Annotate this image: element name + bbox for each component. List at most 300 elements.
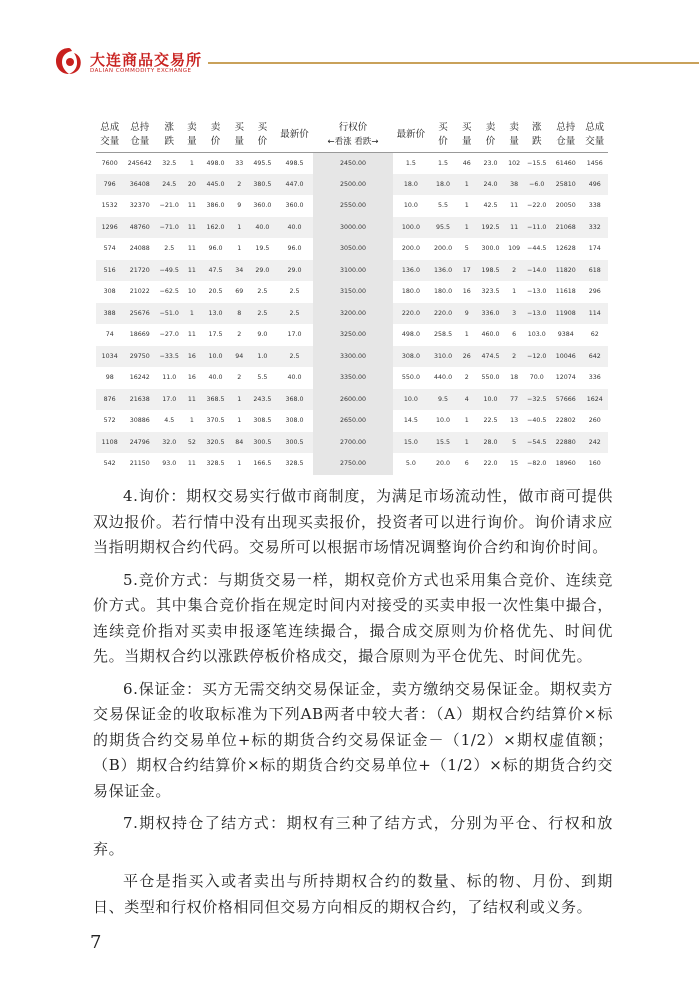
- table-cell: 21150: [123, 453, 156, 475]
- column-header: [550, 118, 582, 152]
- table-cell: 12628: [550, 238, 582, 260]
- table-cell: 84: [230, 432, 249, 454]
- table-cell: 25810: [550, 174, 582, 196]
- table-cell: 29.0: [249, 260, 276, 282]
- table-cell: 32.0: [156, 432, 182, 454]
- table-cell: −33.5: [156, 346, 182, 368]
- table-cell: 3: [505, 303, 524, 325]
- table-cell: 332: [582, 217, 608, 239]
- strike-price-cell: 2750.00: [313, 453, 393, 475]
- column-header-line: 总持: [556, 121, 576, 133]
- option-quote-table: [96, 118, 608, 475]
- column-header-line: 买: [257, 121, 268, 133]
- option-quote-table-container: [96, 118, 608, 475]
- table-cell: 200.0: [429, 238, 457, 260]
- body-text: [93, 484, 613, 927]
- column-header: [393, 118, 429, 152]
- table-cell: 9.5: [429, 389, 457, 411]
- table-cell: 618: [582, 260, 608, 282]
- table-cell: 24.0: [476, 174, 504, 196]
- table-cell: 7600: [96, 152, 123, 174]
- table-cell: 20050: [550, 195, 582, 217]
- column-header: [457, 118, 476, 152]
- column-header: [182, 118, 201, 152]
- table-row: [96, 324, 608, 346]
- table-cell: 26: [457, 346, 476, 368]
- table-cell: −22.0: [524, 195, 550, 217]
- table-cell: 1108: [96, 432, 123, 454]
- table-cell: 20.0: [429, 453, 457, 475]
- column-header: [582, 118, 608, 152]
- table-cell: 11: [182, 238, 201, 260]
- table-row: [96, 281, 608, 303]
- table-cell: 300.5: [249, 432, 276, 454]
- table-cell: 10.0: [393, 389, 429, 411]
- table-cell: 1.0: [249, 346, 276, 368]
- table-cell: 10: [182, 281, 201, 303]
- table-cell: 328.5: [276, 453, 313, 475]
- table-cell: 4.5: [156, 410, 182, 432]
- table-cell: 13.0: [201, 303, 229, 325]
- table-cell: 242: [582, 432, 608, 454]
- table-cell: 1456: [582, 152, 608, 174]
- table-cell: 360.0: [249, 195, 276, 217]
- table-cell: 1: [230, 217, 249, 239]
- table-cell: 1624: [582, 389, 608, 411]
- table-cell: 1: [457, 324, 476, 346]
- column-header-line: 跌: [164, 135, 174, 147]
- table-cell: 17: [457, 260, 476, 282]
- table-cell: 2.5: [276, 346, 313, 368]
- table-cell: 11: [182, 260, 201, 282]
- column-header-line: 最新价: [396, 128, 426, 140]
- column-header-line: 交量: [100, 135, 120, 147]
- table-cell: 300.0: [476, 238, 504, 260]
- table-cell: 70.0: [524, 367, 550, 389]
- table-cell: 308.5: [249, 410, 276, 432]
- table-cell: 57666: [550, 389, 582, 411]
- table-cell: 1: [505, 281, 524, 303]
- column-header-line: 卖: [187, 121, 197, 133]
- table-cell: 1: [457, 410, 476, 432]
- table-cell: 336.0: [476, 303, 504, 325]
- column-header-line: 量: [509, 135, 519, 147]
- table-cell: 100.0: [393, 217, 429, 239]
- table-row: [96, 303, 608, 325]
- table-cell: 13: [505, 410, 524, 432]
- table-cell: 94: [230, 346, 249, 368]
- table-cell: 32.5: [156, 152, 182, 174]
- table-cell: 308: [96, 281, 123, 303]
- table-cell: 1.5: [393, 152, 429, 174]
- table-header-row: [96, 118, 608, 152]
- table-cell: 17.5: [201, 324, 229, 346]
- table-cell: 15: [505, 453, 524, 475]
- table-cell: 15.0: [393, 432, 429, 454]
- table-cell: 30886: [123, 410, 156, 432]
- table-cell: 95.5: [429, 217, 457, 239]
- table-cell: 2.5: [249, 281, 276, 303]
- column-header-line: 卖: [485, 121, 496, 133]
- table-cell: 18960: [550, 453, 582, 475]
- table-cell: 2: [230, 324, 249, 346]
- table-cell: 2.5: [276, 281, 313, 303]
- strike-price-cell: 3300.00: [313, 346, 393, 368]
- table-cell: 200.0: [393, 238, 429, 260]
- strike-price-cell: 3050.00: [313, 238, 393, 260]
- column-header: [313, 118, 393, 152]
- strike-price-cell: 2650.00: [313, 410, 393, 432]
- table-cell: 9.0: [249, 324, 276, 346]
- table-cell: 192.5: [476, 217, 504, 239]
- table-cell: 40.0: [276, 217, 313, 239]
- table-cell: 16: [182, 346, 201, 368]
- table-cell: 16: [182, 367, 201, 389]
- table-row: [96, 217, 608, 239]
- table-cell: 2.5: [156, 238, 182, 260]
- table-cell: −11.0: [524, 217, 550, 239]
- column-header-line: 跌: [532, 135, 542, 147]
- table-cell: 876: [96, 389, 123, 411]
- table-cell: −15.5: [524, 152, 550, 174]
- column-header-line: 价: [485, 135, 496, 147]
- table-row: [96, 410, 608, 432]
- strike-price-cell: 2450.00: [313, 152, 393, 174]
- table-cell: 96.0: [201, 238, 229, 260]
- table-cell: 495.5: [249, 152, 276, 174]
- table-cell: 136.0: [429, 260, 457, 282]
- table-cell: 10.0: [476, 389, 504, 411]
- table-cell: 14.5: [393, 410, 429, 432]
- table-cell: 2: [457, 367, 476, 389]
- table-cell: 5: [457, 238, 476, 260]
- table-cell: 18: [505, 367, 524, 389]
- table-cell: 20.5: [201, 281, 229, 303]
- column-header: [249, 118, 276, 152]
- strike-price-cell: 3250.00: [313, 324, 393, 346]
- strike-price-cell: 2500.00: [313, 174, 393, 196]
- table-cell: 19.5: [249, 238, 276, 260]
- table-cell: −49.5: [156, 260, 182, 282]
- paragraph-inquiry: 4.询价：期权交易实行做市商制度，为满足市场流动性，做市商可提供双边报价。若行情中没有出现买卖报价，投资者可以进行询价。询价请求应当指明期权合约代码。交易所可以根据市场情况调整询价合约和询价时间。: [93, 487, 613, 556]
- column-header-line: 价: [438, 135, 448, 147]
- table-cell: 1034: [96, 346, 123, 368]
- table-cell: 24088: [123, 238, 156, 260]
- strike-price-cell: 3350.00: [313, 367, 393, 389]
- table-cell: 445.0: [201, 174, 229, 196]
- table-cell: 388: [96, 303, 123, 325]
- table-cell: 4: [457, 389, 476, 411]
- table-cell: 516: [96, 260, 123, 282]
- table-cell: −32.5: [524, 389, 550, 411]
- table-cell: 5: [505, 432, 524, 454]
- table-cell: 498.0: [201, 152, 229, 174]
- table-cell: 386.0: [201, 195, 229, 217]
- table-cell: 1: [230, 410, 249, 432]
- table-cell: 1: [230, 453, 249, 475]
- table-cell: 21068: [550, 217, 582, 239]
- table-cell: −6.0: [524, 174, 550, 196]
- table-cell: 180.0: [429, 281, 457, 303]
- table-cell: 61460: [550, 152, 582, 174]
- table-cell: 498.5: [276, 152, 313, 174]
- strike-price-cell: 3150.00: [313, 281, 393, 303]
- table-cell: 18.0: [429, 174, 457, 196]
- table-row: [96, 260, 608, 282]
- table-cell: 160: [582, 453, 608, 475]
- table-cell: 109: [505, 238, 524, 260]
- column-header-line: 总持: [130, 121, 150, 133]
- table-cell: 370.5: [201, 410, 229, 432]
- column-header-line: 仓量: [130, 135, 150, 147]
- table-cell: −82.0: [524, 453, 550, 475]
- table-row: [96, 195, 608, 217]
- table-row: [96, 238, 608, 260]
- table-cell: 320.5: [201, 432, 229, 454]
- paragraph-closing-methods: 7.期权持仓了结方式：期权有三种了结方式，分别为平仓、行权和放弃。: [93, 814, 613, 858]
- table-cell: 642: [582, 346, 608, 368]
- table-cell: 2: [505, 260, 524, 282]
- table-cell: 8: [230, 303, 249, 325]
- table-cell: 11: [182, 195, 201, 217]
- table-cell: 11618: [550, 281, 582, 303]
- table-cell: −13.0: [524, 303, 550, 325]
- table-cell: 1296: [96, 217, 123, 239]
- table-cell: 93.0: [156, 453, 182, 475]
- column-header-line: 最新价: [280, 128, 309, 140]
- table-cell: 550.0: [393, 367, 429, 389]
- table-cell: 29.0: [276, 260, 313, 282]
- table-cell: 24.5: [156, 174, 182, 196]
- table-cell: 102: [505, 152, 524, 174]
- paragraph-margin: 6.保证金：买方无需交纳交易保证金，卖方缴纳交易保证金。期权卖方交易保证金的收取标准为下列AB两者中较大者：（A）期权合约结算价×标的期货合约交易单位+标的期货合约交易保证金－（1/2）×期权虚值额；（B）期权合约结算价×标的期货合约交易单位+（1/2）×标的期货合约交易保证金。: [93, 679, 613, 800]
- table-cell: 74: [96, 324, 123, 346]
- table-cell: 22.5: [476, 410, 504, 432]
- table-cell: 9384: [550, 324, 582, 346]
- table-cell: 6: [505, 324, 524, 346]
- table-row: [96, 346, 608, 368]
- table-cell: 11: [505, 217, 524, 239]
- table-cell: 11: [182, 453, 201, 475]
- table-cell: 62: [582, 324, 608, 346]
- table-cell: 11: [182, 217, 201, 239]
- table-cell: −44.5: [524, 238, 550, 260]
- table-cell: 114: [582, 303, 608, 325]
- page-header: [0, 0, 699, 80]
- table-cell: 42.5: [476, 195, 504, 217]
- table-cell: 23.0: [476, 152, 504, 174]
- column-header-line: ←看涨 看跌→: [327, 136, 379, 147]
- dce-logo-icon: [54, 46, 84, 76]
- table-cell: 5.5: [429, 195, 457, 217]
- table-cell: 258.5: [429, 324, 457, 346]
- table-row: [96, 453, 608, 475]
- table-cell: −14.0: [524, 260, 550, 282]
- table-cell: 5.5: [249, 367, 276, 389]
- table-cell: 1532: [96, 195, 123, 217]
- table-cell: 2: [230, 367, 249, 389]
- table-cell: 310.0: [429, 346, 457, 368]
- strike-price-cell: 3000.00: [313, 217, 393, 239]
- table-body: [96, 152, 608, 475]
- page-number: 7: [90, 932, 102, 953]
- table-cell: 338: [582, 195, 608, 217]
- table-cell: −21.0: [156, 195, 182, 217]
- column-header-line: 买: [462, 121, 472, 133]
- table-cell: 380.5: [249, 174, 276, 196]
- table-cell: −51.0: [156, 303, 182, 325]
- table-cell: 10.0: [429, 410, 457, 432]
- column-header-line: 涨: [164, 121, 174, 133]
- table-cell: 1: [457, 432, 476, 454]
- table-cell: 98: [96, 367, 123, 389]
- table-cell: 24796: [123, 432, 156, 454]
- table-cell: 260: [582, 410, 608, 432]
- table-cell: 20: [182, 174, 201, 196]
- table-cell: 162.0: [201, 217, 229, 239]
- table-cell: 296: [582, 281, 608, 303]
- paragraph-close-position: 平仓是指买入或者卖出与所持期权合约的数量、标的物、月份、到期日、类型和行权价格相同但交易方向相反的期权合约，了结权利或义务。: [93, 872, 613, 916]
- table-cell: 308.0: [276, 410, 313, 432]
- table-cell: 47.5: [201, 260, 229, 282]
- table-cell: 11908: [550, 303, 582, 325]
- table-cell: 16: [457, 281, 476, 303]
- table-cell: 2.5: [249, 303, 276, 325]
- table-cell: 447.0: [276, 174, 313, 196]
- table-cell: 34: [230, 260, 249, 282]
- column-header-line: 买: [438, 121, 448, 133]
- table-cell: 40.0: [201, 367, 229, 389]
- table-cell: 16242: [123, 367, 156, 389]
- table-cell: 21022: [123, 281, 156, 303]
- table-cell: 308.0: [393, 346, 429, 368]
- table-cell: 96.0: [276, 238, 313, 260]
- table-cell: 33: [230, 152, 249, 174]
- table-cell: 1: [230, 389, 249, 411]
- table-cell: 1: [230, 238, 249, 260]
- column-header: [476, 118, 504, 152]
- column-header: [429, 118, 457, 152]
- table-cell: 11: [182, 324, 201, 346]
- table-cell: 21638: [123, 389, 156, 411]
- table-cell: −71.0: [156, 217, 182, 239]
- strike-price-cell: 2550.00: [313, 195, 393, 217]
- table-cell: 17.0: [276, 324, 313, 346]
- table-row: [96, 367, 608, 389]
- table-cell: 15.5: [429, 432, 457, 454]
- column-header: [156, 118, 182, 152]
- table-cell: 180.0: [393, 281, 429, 303]
- table-cell: 1.5: [429, 152, 457, 174]
- column-header-line: 价: [257, 135, 268, 147]
- table-cell: 328.5: [201, 453, 229, 475]
- paragraph-bidding: 5.竞价方式：与期货交易一样，期权竞价方式也采用集合竞价、连续竞价方式。其中集合竞价指在规定时间内对接受的买卖申报一次性集中撮合，连续竞价指对买卖申报逐笔连续撮合，撮合成交原则为价格优先、时间优先。当期权合约以涨跌停板价格成交，撮合原则为平仓优先、时间优先。: [93, 570, 613, 665]
- table-cell: 2: [505, 346, 524, 368]
- table-cell: 574: [96, 238, 123, 260]
- column-header-line: 行权价: [338, 121, 368, 133]
- table-cell: 1: [182, 410, 201, 432]
- table-cell: 10.0: [201, 346, 229, 368]
- table-cell: −27.0: [156, 324, 182, 346]
- table-cell: 11: [505, 195, 524, 217]
- table-cell: 40.0: [276, 367, 313, 389]
- column-header-line: 交量: [585, 135, 605, 147]
- table-cell: 11.0: [156, 367, 182, 389]
- column-header-line: 卖: [509, 121, 519, 133]
- table-cell: 52: [182, 432, 201, 454]
- table-cell: 245642: [123, 152, 156, 174]
- table-cell: 198.5: [476, 260, 504, 282]
- table-cell: 136.0: [393, 260, 429, 282]
- table-cell: 9: [230, 195, 249, 217]
- strike-price-cell: 3200.00: [313, 303, 393, 325]
- table-cell: 572: [96, 410, 123, 432]
- column-header-line: 量: [187, 135, 197, 147]
- table-cell: 36408: [123, 174, 156, 196]
- table-cell: 38: [505, 174, 524, 196]
- table-cell: 10.0: [393, 195, 429, 217]
- table-cell: 1: [457, 195, 476, 217]
- column-header-line: 总成: [100, 121, 120, 133]
- table-cell: −40.5: [524, 410, 550, 432]
- table-cell: 542: [96, 453, 123, 475]
- table-cell: 496: [582, 174, 608, 196]
- column-header-line: 卖: [210, 121, 221, 133]
- table-cell: 11820: [550, 260, 582, 282]
- column-header: [230, 118, 249, 152]
- table-row: [96, 432, 608, 454]
- column-header-line: 量: [234, 135, 244, 147]
- table-cell: 440.0: [429, 367, 457, 389]
- table-cell: 220.0: [393, 303, 429, 325]
- table-cell: 6: [457, 453, 476, 475]
- column-header-line: 仓量: [556, 135, 576, 147]
- table-cell: 77: [505, 389, 524, 411]
- table-cell: 48760: [123, 217, 156, 239]
- table-cell: 69: [230, 281, 249, 303]
- table-cell: 9: [457, 303, 476, 325]
- column-header-line: 价: [210, 135, 221, 147]
- table-cell: 22.0: [476, 453, 504, 475]
- column-header: [123, 118, 156, 152]
- table-cell: 11: [182, 389, 201, 411]
- table-cell: 10046: [550, 346, 582, 368]
- table-cell: 323.5: [476, 281, 504, 303]
- table-cell: 550.0: [476, 367, 504, 389]
- table-cell: 22880: [550, 432, 582, 454]
- column-header: [276, 118, 313, 152]
- strike-price-cell: 2700.00: [313, 432, 393, 454]
- column-header-line: 买: [234, 121, 244, 133]
- table-cell: 360.0: [276, 195, 313, 217]
- table-cell: 40.0: [249, 217, 276, 239]
- table-cell: 2: [230, 174, 249, 196]
- table-cell: 17.0: [156, 389, 182, 411]
- column-header-line: 涨: [532, 121, 542, 133]
- table-cell: 25676: [123, 303, 156, 325]
- logo-chinese-name: 大连商品交易所: [90, 51, 203, 69]
- table-cell: 18.0: [393, 174, 429, 196]
- table-cell: 21720: [123, 260, 156, 282]
- table-cell: 796: [96, 174, 123, 196]
- column-header: [524, 118, 550, 152]
- table-cell: 336: [582, 367, 608, 389]
- table-cell: 243.5: [249, 389, 276, 411]
- table-cell: −62.5: [156, 281, 182, 303]
- table-cell: 368.0: [276, 389, 313, 411]
- table-cell: 498.0: [393, 324, 429, 346]
- logo-english-name: DALIAN COMMODITY EXCHANGE: [90, 68, 192, 74]
